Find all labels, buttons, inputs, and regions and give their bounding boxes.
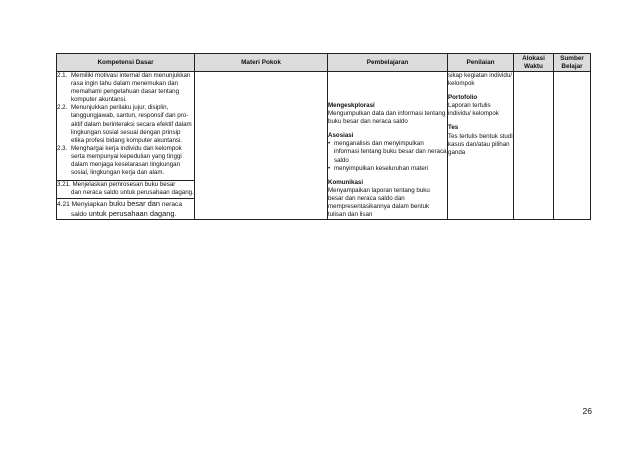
kd-attitude-cell [57, 72, 195, 181]
eksplorasi-text: Mengumpulkan data dan informasi tentang buku besar dan neraca saldo [328, 110, 446, 126]
kd-item: 2.2. Menunjukkan perilaku jujur, disiplin, tanggungjawab, santun, responsif dan pro-aktif dalam berinteraksi secara efektif dalam lingkungan sosial sesuai dengan prinsip etika profesi bidang komputer akuntansi. [57, 104, 192, 144]
kd-item: 2.3. Menghargai kerja individu dan kelompok serta mempunyai kepedulian yang tinggi dalam menjaga keselarasan lingkungan sosial, lingkungan kerja dan alam. [57, 144, 182, 177]
list-item: • menyimpulkan keseluruhan materi [328, 164, 429, 172]
portofolio-heading: Portofolio [448, 94, 478, 102]
kd-421-cell [57, 198, 195, 220]
header-sumber-belajar: Sumber Belajar [554, 54, 591, 72]
header-materi-pokok: Materi Pokok [195, 54, 328, 72]
bullet-icon: • [328, 140, 331, 148]
tes-text: Tes tertulis bentuk studi kasus dan/atau pilihan ganda [448, 132, 513, 156]
sumber-belajar-cell [554, 72, 591, 220]
pembelajaran-cell [328, 72, 448, 220]
komunikasi-text: Menyampaikan laporan tentang buku besar dan neraca saldo dan mempresentasikannya dalam bentuk tulisan dan lisan [328, 186, 430, 219]
kd-321-line2: dan neraca saldo untuk perusahaan dagang. [71, 189, 194, 197]
materi-pokok-cell [195, 72, 328, 220]
tes-heading: Tes [448, 124, 459, 132]
kd-421-line1: 4.21 Menyiapkan buku besar dan neraca [57, 198, 183, 208]
kd-item: 2.1. Memiliki motivasi internal dan menunjukkan rasa ingin tahu dalam menemukan dan memahami pengetahuan dasar tentang komputer akuntansi. [57, 72, 191, 104]
komunikasi-heading: Komunikasi [328, 178, 364, 186]
kd-321-cell [57, 181, 195, 199]
table-row [57, 72, 591, 181]
portofolio-text: Laporan tertulis individu/ kelompok [448, 102, 499, 118]
header-kompetensi-dasar: Kompetensi Dasar [57, 54, 195, 72]
alokasi-waktu-cell [514, 72, 554, 220]
eksplorasi-heading: Mengeskplorasi [328, 102, 375, 109]
penilaian-cell [448, 72, 514, 220]
header-pembelajaran: Pembelajaran [328, 54, 448, 72]
list-item: • menganalisis dan menyimpulkan informasi tentang buku besar dan neraca saldo [328, 140, 447, 164]
page-number: 26 [582, 406, 592, 416]
asosiasi-heading: Asosiasi [328, 132, 354, 140]
table-header-row [57, 54, 591, 72]
header-alokasi-waktu: Alokasi Waktu [514, 54, 554, 72]
kd-421-line2: saldo untuk perusahaan dagang. [71, 208, 177, 218]
kd-321-line1: 3.21. Menjelaskan pemrosesan buku besar [57, 181, 176, 189]
bullet-icon: • [328, 164, 331, 172]
penilaian-intro: sikap kegiatan individu/ kelompok [448, 72, 512, 88]
syllabus-table [56, 53, 591, 220]
header-penilaian: Penilaian [448, 54, 514, 72]
